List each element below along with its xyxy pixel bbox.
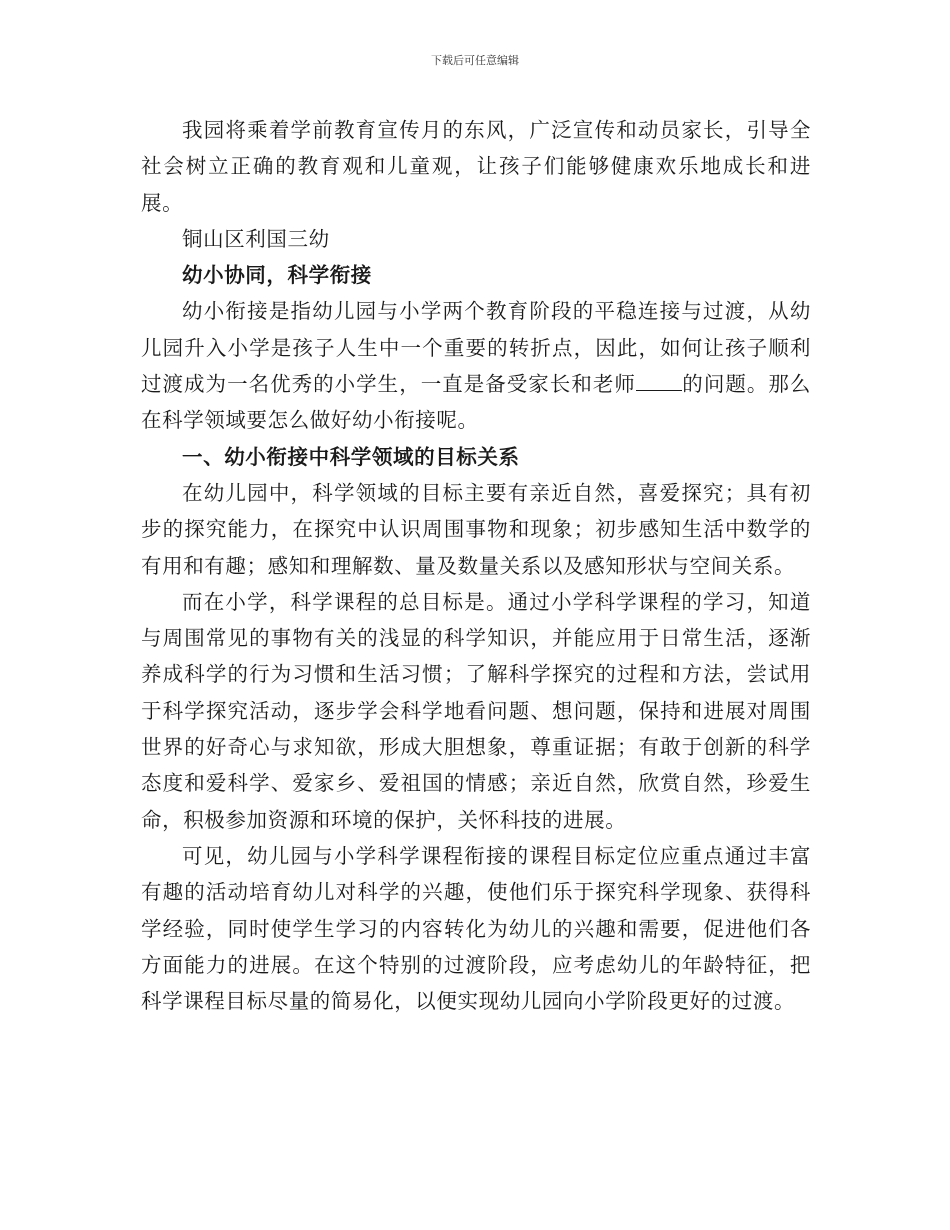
paragraph-primary-goals: 而在小学，科学课程的总目标是。通过小学科学课程的学习，知道与周围常见的事物有关的浅显的科学知识，并能应用于日常生活，逐渐养成科学的行为习惯和生活习惯；了解科学探究的过程和方法，尝试用于科学探究活动，逐步学会科学地看问题、想问题，保持和进展对周围世界的好奇心与求知欲，形成大胆想象，尊重证据；有敢于创新的科学态度和爱科学、爱家乡、爱祖国的情感；亲近自然，欣赏自然，珍爱生命，积极参加资源和环境的保护，关怀科技的进展。 <box>141 589 811 832</box>
page-header-note: 下载后可任意编辑 <box>431 54 519 67</box>
paragraph-definition-tail: 的问题。那么在科学领域要怎么做好幼小衔接呢。 <box>141 372 811 433</box>
author-line: 铜山区利国三幼 <box>182 226 330 251</box>
paragraph-definition-text: 幼小衔接是指幼儿园与小学两个教育阶段的平稳连接与过渡，从幼儿园升入小学是孩子人生中一个重要的转折点，因此，如何让孩子顺利过渡成为一名优秀的小学生，一直是备受家长和老师 <box>141 299 811 397</box>
paragraph-conclusion: 可见，幼儿园与小学科学课程衔接的课程目标定位应重点通过丰富有趣的活动培育幼儿对科学的兴趣，使他们乐于探究科学现象、获得科学经验，同时使学生学习的内容转化为幼儿的兴趣和需要，促进他们各方面能力的进展。在这个特别的过渡阶段，应考虑幼儿的年龄特征，把科学课程目标尽量的简易化，以便实现幼儿园向小学阶段更好的过渡。 <box>141 843 811 1014</box>
article-title: 幼小协同，科学衔接 <box>182 263 372 288</box>
paragraph-definition <box>141 293 811 438</box>
paragraph-kindergarten-goals: 在幼儿园中，科学领域的目标主要有亲近自然，喜爱探究；具有初步的探究能力，在探究中认识周围事物和现象；初步感知生活中数学的有用和有趣；感知和理解数、量及数量关系以及感知形状与空间关系。 <box>141 480 811 578</box>
fill-in-blank <box>636 372 682 391</box>
paragraph-intro: 我园将乘着学前教育宣传月的东风，广泛宣传和动员家长，引导全社会树立正确的教育观和儿童观，让孩子们能够健康欢乐地成长和进展。 <box>141 118 811 215</box>
document-body <box>141 112 811 1019</box>
section-heading-1: 一、幼小衔接中科学领域的目标关系 <box>182 444 520 469</box>
